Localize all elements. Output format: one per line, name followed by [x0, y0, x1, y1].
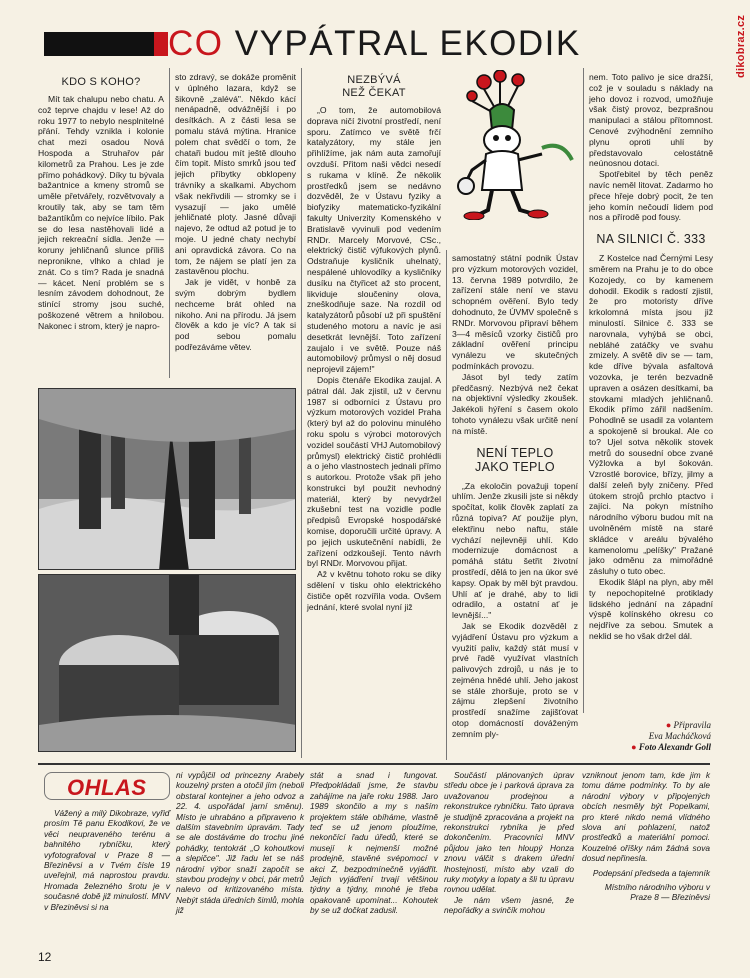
paragraph: Z Kostelce nad Černými Lesy směrem na Prahu je to do obce Kozojedy, co by kamenem dohodil. Ekodik s radostí zjistil, že pro motoristy dříve krkolomná místa jsou již minulostí. Silnice č. 333 se narovnala, vyhýbá se obci, nebláhé zatáčky ve svahu zmizely. A světě div se — tam, kde dříve bývala asfaltová vozovka, je terén bezvadně upraven a osázen desítkami, ba stovkami mladých jehličnanů. Ekodik přímo zářil nadšením. Pohodlně se usadil za volantem a spokojeně si broukal. Ale co to? Ujel sotva několik stovek metrů do sousední obce zvané Výžlovka a byl šokován. Vzrostlé borovice, břízy, jilmy a další zeleň byly zničeny. Před útokem strojů prchlo ptactvo i zajíci. Na pokyn místního národního výboru budou mít na uvolněném místě na staré skládce v areálu bývalého kamenolomu „pelíšky" Pražané jako odměnu za mimořádné zásluhy o tuto obec.: [589, 253, 713, 577]
paragraph: stát a snad i fungovat. Předpokládali jsme, že stavbu zahájíme na jaře roku 1988. Jaro 1989 skončilo a my s naším projektem stále obíháme, vlastně teď se už jenom ploužíme, nekončící řadu úředů, které se musejí k nejmenší možné prodejně, stavěné svépomocí v akci Z, bezpodmínečně vyjádřit. Jejich vyjádření trvají většinou týdny a týdny, mnohé je třeba opakovaně upomínat... Kohoutek by se už dočkat zadusil.: [310, 770, 438, 916]
paragraph: „O tom, že automobilová doprava ničí životní prostředí, není sporu. Zatímco ve světě frčí katalyzátory, my stále jen přihlížíme, jak nám auta zamořují ovzduší. Přitom naši vědci nesedí s rukama v klíně. Že několik prostředků jsem se nedávno dozvěděl, že v Ústavu fyziky a biofyziky matematicko-fyzikální fakulty Univerzity Komenského v Bratislavě vyvinuli pod vedením RNDr. Marcely Morvové, CSc., elektrický čistič výfukových plynů. Odstraňuje kysličník uhelnatý, nespálené uhlovodíky a kysličníky dusíku na čtyřicet až sto procent, likviduje sloučeniny olova, zneškodňuje saze. Na rozdíl od katalyzátorů působí už při spuštění studeného motoru a navíc je asi desetkrát levnější. Toto zařízení zaujalo i ve světě. Pouze náš automobilový průmysl o něj dosud neprojevil zájem!": [307, 105, 441, 375]
headline-prefix: CO: [168, 24, 224, 63]
ohlas-column-1: [44, 808, 170, 912]
paragraph: Ekodik šlápl na plyn, aby měl ty nepochopitelné protiklady lidského jednání na západní výspě kolínského okresu co nejdříve za sebou. Smutek a neklid se ho však držel dál.: [589, 577, 713, 642]
page-number: 12: [38, 950, 52, 964]
headline-black-bar: [44, 32, 154, 56]
photo-forest-stumps: [38, 388, 296, 570]
column-divider: [446, 250, 447, 760]
subtitle-kdo-s-koho: KDO S KOHO?: [61, 76, 141, 88]
paragraph: Spotřebitel by těch peněz navíc neměl litovat. Zadarmo ho přece hřeje dobrý pocit, že ten jeho komín nečoudí lidem pod nos a přírodě pod fousy.: [589, 169, 713, 223]
column-divider: [301, 68, 302, 758]
column-4: [452, 253, 578, 740]
column-2: [175, 72, 296, 353]
paragraph: Je nám všem jasné, že nepořádky a svinčík mohou: [444, 894, 574, 916]
headline-red-bar: [154, 32, 168, 56]
headline-bar: [44, 24, 724, 64]
ohlas-title: OHLAS: [67, 775, 147, 800]
paragraph: Dopis čtenáře Ekodika zaujal. A pátral dál. Jak zjistil, už v červnu 1987 si odborníci z Ústavu pro výzkum motorových vozidel Praha (který byl až do polovinu minulého roku spolu s výrobci motorových vozidel součástí VHJ Automobilový průmysl) elektrický čistič prohlédli a o jeho vlastnostech jednali přímo s autorkou. Protože však při jeho konstrukci byl použit nevhodný materiál, který by nevydržel zkušební test na vozidle podle předpisů Evropské hospodářské komise, doporučili určité úpravy. A po jejich uskutečnění nabídli, že zařízení odzkoušejí. Tento návrh byl RNDr. Morvovou přijat.: [307, 374, 441, 569]
column-divider: [169, 68, 170, 378]
article-credit: ● Připravila Eva Macháčková ● Foto Alexandr Goll: [631, 720, 711, 752]
section-separator: [38, 763, 710, 765]
subtitle-neni-teplo: NENÍ TEPLO JAKO TEPLO: [475, 445, 555, 474]
subtitle-na-silnici: NA SILNICI Č. 333: [596, 232, 706, 247]
side-watermark: dikobraz.cz: [735, 14, 747, 78]
ohlas-column-2: [176, 770, 304, 916]
paragraph: ni vypůjčil od princezny Arabely kouzelný prsten a otočil jím (neboli obstaral kontejner a jeho odvoz a 22. 4. uspořádal jarní směnu). Místo je uhrabáno a připraveno k dalším stavebním úpravám. Tady se ale dostáváme do trochu jiné pohádky, tentokrát „O kohoutkovi a slepičce". Již řadu let se náš národní výbor snaží započít se stavbou prodejny v obci, pár metrů nalevo od kritizovaného místa. Nebýt stáda úředních šimlů, mohla již: [176, 770, 304, 916]
column-5: [589, 72, 713, 642]
signature-line: Místního národního výboru v Praze 8 — Březiněvsi: [604, 882, 710, 903]
subtitle-nezbyva: NEZBÝVÁ NEŽ ČEKAT: [342, 74, 406, 99]
column-divider: [583, 68, 584, 713]
paragraph: Součástí plánovaných úprav středu obce je i parková úprava za uvažovanou prodejnou a rekonstrukce rybníčku. Tato úprava je studijně zpracována a projekt na rekonstrukci rybníka je před dokončením. Pracovníci MNV půjdou jako ten hloupý Honza znovu válčit s drakem úřední lhostejnosti, místo aby vzali do ruky motyky a lopaty a šli tu úpravu rovnou udělat.: [444, 770, 574, 895]
column-3: [307, 72, 441, 612]
paragraph: Mít tak chalupu nebo chatu. A což teprve chajdu v lese! Až do roku 1977 to nebylo nesplnitelné přání. Tehdy vznikla i kolonie chat mezi osadou Nová Hospoda a Struhařov pár kilometrů za Prahou. Les je zde přímo pohádkový. Díky tu bývala bažantnice a kmeny stromů se uměle přetvářely, rozvětvovaly a kroutily tak, aby se tam těm bažantíkům co nejvíce líbilo. Pak se do lesa nastěhovali lidé a jejich rekreační sídla. Jenže — koruny jehličnanů slunce příliš nepronikne, vlhko a chlad je znát. Co s tím? Rada je snadná — kácet. Není problém se s lesním závodem dohodnout, že stinící stromy jsou suché, poškozené větrem a hnilobou. Nakonec i strom, který je napro-: [38, 94, 164, 331]
paragraph: „Za ekoločin považuji topení uhlím. Jenže zkusili jste si někdy spočítat, kolik člověk zaplatí za různá topiva? Ať použije plyn, elektřinu nebo naftu, stále vychází nejlevněji uhlí. Kdo modernizuje domácnost a pomáhá státu šetřit životní prostředí, dělá to jen na úkor své kapsy. Opak by měl být pravdou. Uhlí ať je drahé, aby to lidi odradilo, a ostatní ať je levnější...": [452, 480, 578, 621]
paragraph: Jak se Ekodik dozvěděl z vyjádření Ústavu pro výzkum a využití paliv, každý stát musí v prvé řadě využívat vlastních palivových zdrojů, u nás je to zejména hnědé uhlí. Jeho jakost se stále zhoršuje, proto se v zájmu zlepšení životního prostředí snažíme zajišťovat otop domácností dováženým zemním ply-: [452, 620, 578, 739]
paragraph: Jak je vidět, v honbě za svým dobrým bydlem nechceme brát ohled na nikoho. Ani na přírodu. Já jsem člověk a kdo je víc? A tak si pod sebou pomalu podřezáváme větev.: [175, 277, 296, 352]
paragraph: Jásot byl tedy zatím předčasný. Nezbývá než čekat na objektivní výsledky zkoušek. Jakékoli hýření s časem okolo tohoto vynálezu však určitě není na místě.: [452, 371, 578, 436]
ohlas-heading-box: [44, 772, 170, 800]
ohlas-column-4: [444, 770, 574, 916]
signature-line: Podepsání předseda a tajemník: [592, 867, 710, 878]
paragraph: nem. Toto palivo je sice dražší, což je v souladu s náklady na jeho dovoz i rozvod, umožňuje však čistý provoz, bezprašnou manipulaci a stálou přítomnost. Cenové zvýhodnění zemního plynu oproti uhlí by představovalo celostátně neúnosnou dotaci.: [589, 72, 713, 169]
paragraph: samostatný státní podnik Ústav pro výzkum motorových vozidel, 13. června 1989 potvrdilo, že zařízení stále není ve stavu schopném ověření. Bylo tedy dohodnuto, že ÚVMV společně s RNDr. Morvovou připraví během 3—4 měsíců vzorky čističů pro základní ověření principu vynálezu ve skutečných podmínkách provozu.: [452, 253, 578, 371]
column-1: [38, 72, 164, 332]
ohlas-column-3: [310, 770, 438, 916]
paragraph: sto zdravý, se dokáže proměnit v úplného lazara, když se šikovně „zalévá". Někdo kácí nenápadně, odvážnější i po desítkách. A z části lesa se pomalu stává mýtina. Hranice polem chat svědčí o tom, že chataři budou mít ještě dlouho čím topit. Místo smrků jsou teď jejich příbytky obklopeny trávníky a skalkami. Abychom však nekřivdili — stromky se i vysazují — jako umělé jehličnaté ploty. Jasné důvaji najevo, že odtud až potud je to moje. U jedné chaty nechybí ani opravdická závora. Co na tom, že nájem se platí jen za zastavěnou plochu.: [175, 72, 296, 277]
headline: [168, 24, 724, 64]
ekodik-mascot-illustration: [452, 70, 580, 220]
paragraph: Až v květnu tohoto roku se díky sdělení v tisku ohlo elektrického čističe opět rozvířila voda. Ovšem jednání, které svolal nyní již: [307, 569, 441, 612]
paragraph: vzniknout jenom tam, kde jim k tomu dáme podmínky. To by ale národní výbory v připojených obcích nesměly být Popelkami, pro které nikdo nemá vlídného slova ani pohlazení, natož prostředků a materiální pomoci. Kouzelné oříšky nám žádná sova dosud nepřinesla.: [582, 770, 710, 864]
ohlas-column-5: [582, 770, 710, 903]
photo-cut-tree-stumps: [38, 574, 296, 752]
headline-rest: VYPÁTRAL EKODIK: [223, 24, 581, 63]
paragraph: Vážený a milý Dikobraze, vyřiď prosím Tě panu Ekodikovi, že ve věci neupraveného terénu a bahnitého rybníčku, který vyfotografoval v Praze 8 — Březiněvsi a v Tvém čísle 19 uveřejnil, má naprostou pravdu. Hromada železného šrotu je v současné době již minulostí. MNV v Březiněvsi si na: [44, 808, 170, 912]
